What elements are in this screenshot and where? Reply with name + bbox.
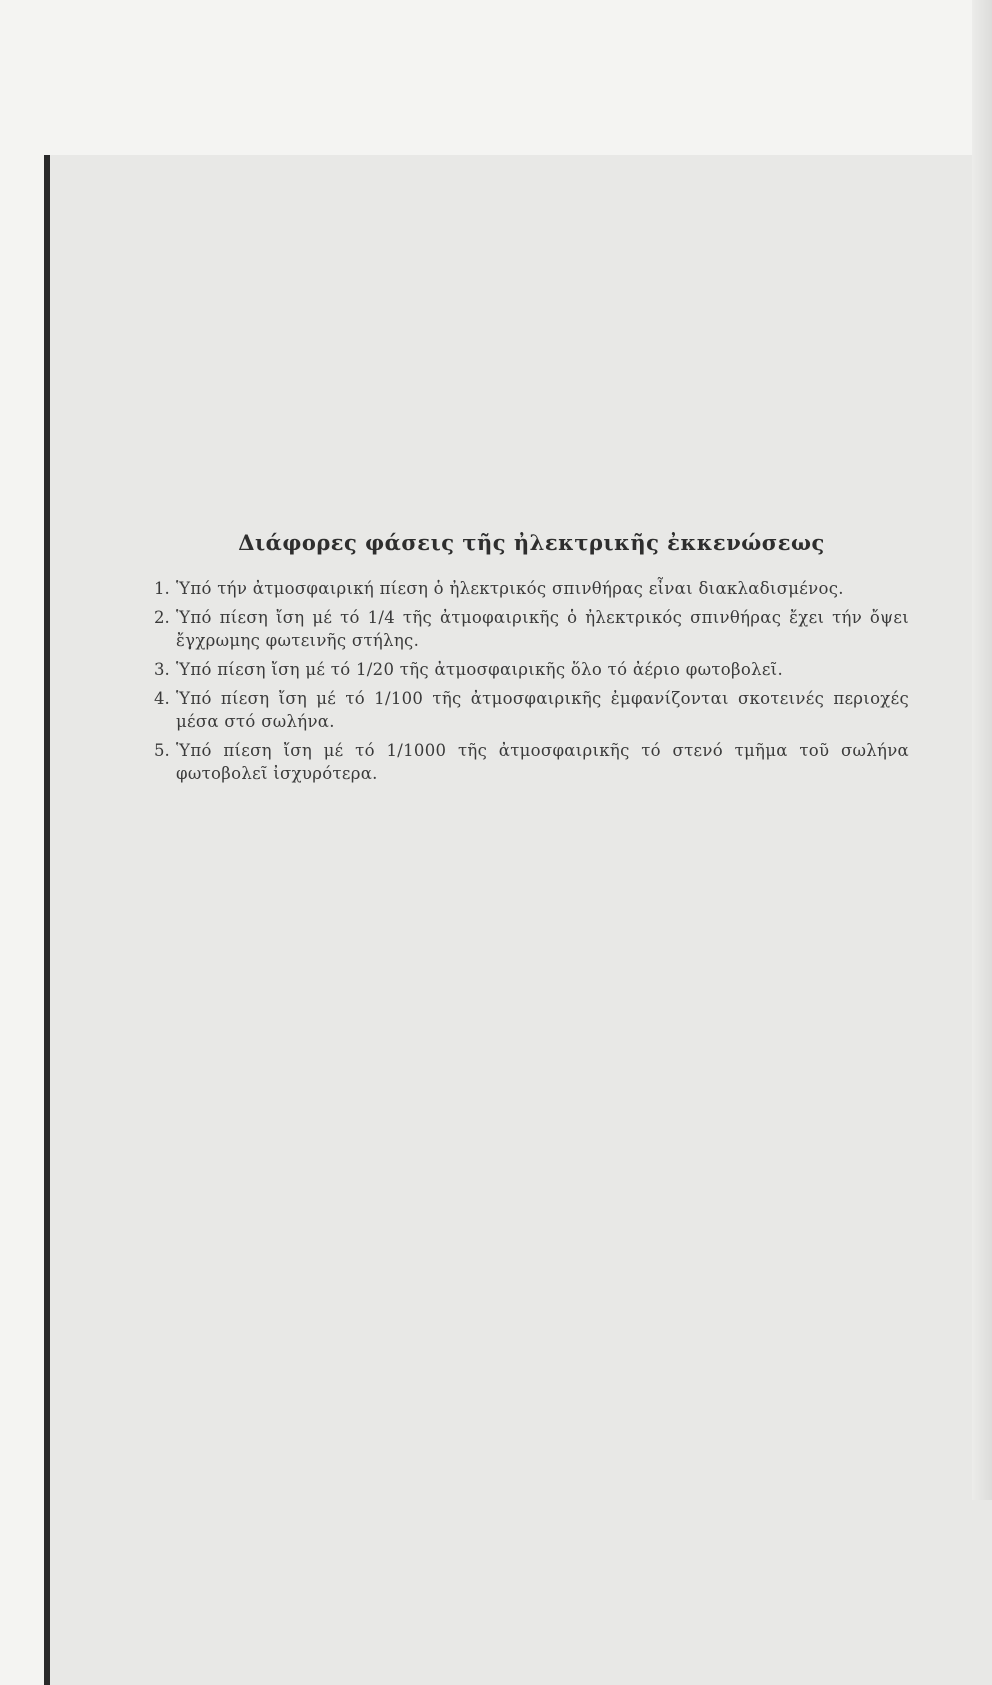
item-text: Ὑπό τήν ἀτμοσφαιρική πίεση ὁ ἠλεκτρικός σπινθήρας εἶναι διακλαδισμένος. [176, 579, 844, 598]
list-item [154, 739, 909, 785]
item-number: 4. [154, 689, 170, 708]
page-content [154, 530, 909, 791]
item-text: Ὑπό πίεση ἴση μέ τό 1/1000 τῆς ἀτμοσφαιρικῆς τό στενό τμῆμα τοῦ σωλήνα φωτοβολεῖ ἰσχυρότερα. [176, 741, 909, 783]
item-number: 1. [154, 579, 170, 598]
item-text: Ὑπό πίεση ἴση μέ τό 1/100 τῆς ἀτμοσφαιρικῆς ἐμφανίζονται σκοτεινές περιοχές μέσα στό σωλήνα. [176, 689, 909, 731]
item-text: Ὑπό πίεση ἴση μέ τό 1/4 τῆς ἀτμοφαιρικῆς ὁ ἠλεκτρικός σπινθήρας ἔχει τήν ὄψει ἔγχρωμης φωτεινῆς στήλης. [176, 608, 909, 650]
list-item [154, 687, 909, 733]
item-number: 5. [154, 741, 170, 760]
page-title: Διάφορες φάσεις τῆς ἠλεκτρικῆς ἐκκενώσεως [238, 530, 825, 555]
list-item [154, 577, 909, 600]
list-item [154, 606, 909, 652]
item-text: Ὑπό πίεση ἴση μέ τό 1/20 τῆς ἀτμοσφαιρικῆς ὅλο τό ἀέριο φωτοβολεῖ. [176, 660, 783, 679]
printed-plate [44, 155, 992, 1685]
item-number: 3. [154, 660, 170, 679]
phase-list [154, 577, 909, 785]
list-item [154, 658, 909, 681]
item-number: 2. [154, 608, 170, 627]
facing-page-edge [972, 0, 992, 1500]
sheet-edge [44, 155, 50, 1685]
